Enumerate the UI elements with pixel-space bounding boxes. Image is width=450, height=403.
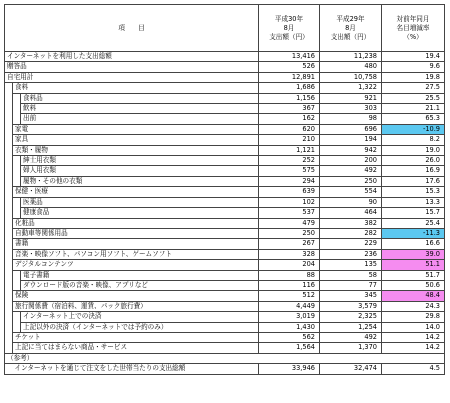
row-v1: 1,564: [259, 343, 320, 353]
row-rate: 17.6: [382, 176, 445, 186]
row-v2: 194: [320, 135, 382, 145]
row-v1: 12,891: [259, 72, 320, 82]
table-row: [5, 270, 445, 280]
row-rate: 51.7: [382, 270, 445, 280]
row-v1: 4,449: [259, 301, 320, 311]
row-v1: 1,686: [259, 83, 320, 93]
row-label: ダウンロード版の音楽・映像、アプリなど: [21, 280, 259, 290]
row-v2: 1,254: [320, 322, 382, 332]
row-v1: 162: [259, 114, 320, 124]
row-v1: 204: [259, 260, 320, 270]
row-rate: 39.0: [382, 249, 445, 259]
table-row: [5, 312, 445, 322]
note-label-row: [5, 353, 445, 363]
row-v1: 252: [259, 156, 320, 166]
table-row: [5, 280, 445, 290]
row-v2: 250: [320, 176, 382, 186]
row-rate: 14.0: [382, 322, 445, 332]
note-label: （参考）: [5, 353, 259, 363]
row-v2: 58: [320, 270, 382, 280]
row-rate: 29.8: [382, 312, 445, 322]
table-note: [5, 353, 445, 374]
row-rate: 15.7: [382, 208, 445, 218]
row-v1: 116: [259, 280, 320, 290]
row-v2: 696: [320, 124, 382, 134]
row-v1: 620: [259, 124, 320, 134]
row-label: 履物・その他の衣類: [21, 176, 259, 186]
row-label: 上記以外の決済（インターネットでは予約のみ）: [21, 322, 259, 332]
row-label: 食料: [13, 83, 259, 93]
row-label: 音楽・映像ソフト、パソコン用ソフト、ゲームソフト: [13, 249, 259, 259]
table-row: [5, 322, 445, 332]
row-rate: 48.4: [382, 291, 445, 301]
row-label: インターネットを利用した支出総額: [5, 52, 259, 62]
row-v2: 11,238: [320, 52, 382, 62]
table-row: [5, 156, 445, 166]
row-label: 上記に当てはまらない商品・サービス: [13, 343, 259, 353]
note-row: [5, 364, 445, 374]
header-item: 項 目: [5, 5, 259, 52]
row-v1: 562: [259, 332, 320, 342]
row-label: 飲料: [21, 104, 259, 114]
table-row: [5, 72, 445, 82]
header-col3: 対前年同月 名目増減率 （%）: [382, 5, 445, 52]
row-label: 家電: [13, 124, 259, 134]
row-v1: 512: [259, 291, 320, 301]
header-col2: 平成29年 8月 支出額（円）: [320, 5, 382, 52]
row-label: 贈答品: [5, 62, 259, 72]
row-v1: 639: [259, 187, 320, 197]
table-row: [5, 166, 445, 176]
table-row: [5, 83, 445, 93]
row-v1: 1,121: [259, 145, 320, 155]
row-rate: 50.6: [382, 280, 445, 290]
table-row: [5, 197, 445, 207]
row-label: 医薬品: [21, 197, 259, 207]
row-rate: 14.2: [382, 332, 445, 342]
row-v1: 88: [259, 270, 320, 280]
row-rate: 16.6: [382, 239, 445, 249]
row-v1: 537: [259, 208, 320, 218]
row-label: 自宅用計: [5, 72, 259, 82]
row-rate: 15.3: [382, 187, 445, 197]
row-label: 食料品: [21, 93, 259, 103]
table-row: [5, 239, 445, 249]
row-rate: -10.9: [382, 124, 445, 134]
table-row: [5, 187, 445, 197]
row-v1: 267: [259, 239, 320, 249]
row-v1: 250: [259, 228, 320, 238]
row-v2: 3,579: [320, 301, 382, 311]
row-label: 電子書籍: [21, 270, 259, 280]
table-row: [5, 208, 445, 218]
row-v2: 135: [320, 260, 382, 270]
table-body: [5, 52, 445, 354]
table-row: [5, 228, 445, 238]
table-row: [5, 145, 445, 155]
table-row: [5, 52, 445, 62]
row-v2: 464: [320, 208, 382, 218]
row-label: 婦人用衣類: [21, 166, 259, 176]
row-v1: 479: [259, 218, 320, 228]
row-v1: 328: [259, 249, 320, 259]
table-row: [5, 291, 445, 301]
row-v2: 1,370: [320, 343, 382, 353]
row-rate: 19.8: [382, 72, 445, 82]
row-v2: 282: [320, 228, 382, 238]
table-row: [5, 218, 445, 228]
table-row: [5, 62, 445, 72]
row-rate: -11.3: [382, 228, 445, 238]
row-v1: 3,019: [259, 312, 320, 322]
row-rate: 21.1: [382, 104, 445, 114]
row-v1: 102: [259, 197, 320, 207]
row-label: 健康食品: [21, 208, 259, 218]
row-label: チケット: [13, 332, 259, 342]
row-rate: 19.4: [382, 52, 445, 62]
row-v2: 2,325: [320, 312, 382, 322]
row-rate: 13.3: [382, 197, 445, 207]
row-rate: 14.2: [382, 343, 445, 353]
row-v2: 10,758: [320, 72, 382, 82]
table-row: [5, 343, 445, 353]
table-row: [5, 93, 445, 103]
row-label: 保健・医療: [13, 187, 259, 197]
table-row: [5, 114, 445, 124]
table-row: [5, 124, 445, 134]
row-label: インターネット上での決済: [21, 312, 259, 322]
row-label: デジタルコンテンツ: [13, 260, 259, 270]
row-v2: 921: [320, 93, 382, 103]
row-v2: 77: [320, 280, 382, 290]
row-v2: 236: [320, 249, 382, 259]
note-row-v1: 33,946: [259, 364, 320, 374]
row-rate: 26.0: [382, 156, 445, 166]
table-row: [5, 135, 445, 145]
table-row: [5, 301, 445, 311]
row-v1: 294: [259, 176, 320, 186]
row-label: 出前: [21, 114, 259, 124]
row-v2: 382: [320, 218, 382, 228]
note-row-rate: 4.5: [382, 364, 445, 374]
row-label: 衣類・履物: [13, 145, 259, 155]
row-v1: 575: [259, 166, 320, 176]
row-v2: 942: [320, 145, 382, 155]
table-header-row: [5, 5, 445, 52]
row-label: 家具: [13, 135, 259, 145]
row-rate: 51.1: [382, 260, 445, 270]
row-label: 化粧品: [13, 218, 259, 228]
table-row: [5, 104, 445, 114]
row-v2: 554: [320, 187, 382, 197]
row-v2: 303: [320, 104, 382, 114]
row-label: 保険: [13, 291, 259, 301]
row-label: 自動車等関係用品: [13, 228, 259, 238]
header-col1: 平成30年 8月 支出額（円）: [259, 5, 320, 52]
row-v1: 210: [259, 135, 320, 145]
row-v2: 98: [320, 114, 382, 124]
row-rate: 27.5: [382, 83, 445, 93]
row-v2: 1,322: [320, 83, 382, 93]
row-label: 書籍: [13, 239, 259, 249]
row-v2: 200: [320, 156, 382, 166]
expenditure-table: [4, 4, 445, 375]
row-v1: 13,416: [259, 52, 320, 62]
row-rate: 16.9: [382, 166, 445, 176]
table-row: [5, 176, 445, 186]
row-v2: 229: [320, 239, 382, 249]
row-rate: 24.3: [382, 301, 445, 311]
row-v2: 480: [320, 62, 382, 72]
row-v1: 367: [259, 104, 320, 114]
row-v2: 345: [320, 291, 382, 301]
note-row-v2: 32,474: [320, 364, 382, 374]
expenditure-table-container: [4, 4, 444, 375]
row-rate: 9.6: [382, 62, 445, 72]
table-row: [5, 260, 445, 270]
row-label: 紳士用衣類: [21, 156, 259, 166]
note-row-label: インターネットを通じて注文をした世帯当たりの支出総額: [13, 364, 259, 374]
table-row: [5, 332, 445, 342]
row-v2: 90: [320, 197, 382, 207]
row-v2: 492: [320, 332, 382, 342]
row-v1: 1,156: [259, 93, 320, 103]
row-rate: 8.2: [382, 135, 445, 145]
row-rate: 25.4: [382, 218, 445, 228]
row-v1: 526: [259, 62, 320, 72]
row-label: 旅行関係費（宿泊料、運賃、パック旅行費）: [13, 301, 259, 311]
row-rate: 19.0: [382, 145, 445, 155]
row-v1: 1,430: [259, 322, 320, 332]
table-row: [5, 249, 445, 259]
row-v2: 492: [320, 166, 382, 176]
row-rate: 65.3: [382, 114, 445, 124]
row-rate: 25.5: [382, 93, 445, 103]
